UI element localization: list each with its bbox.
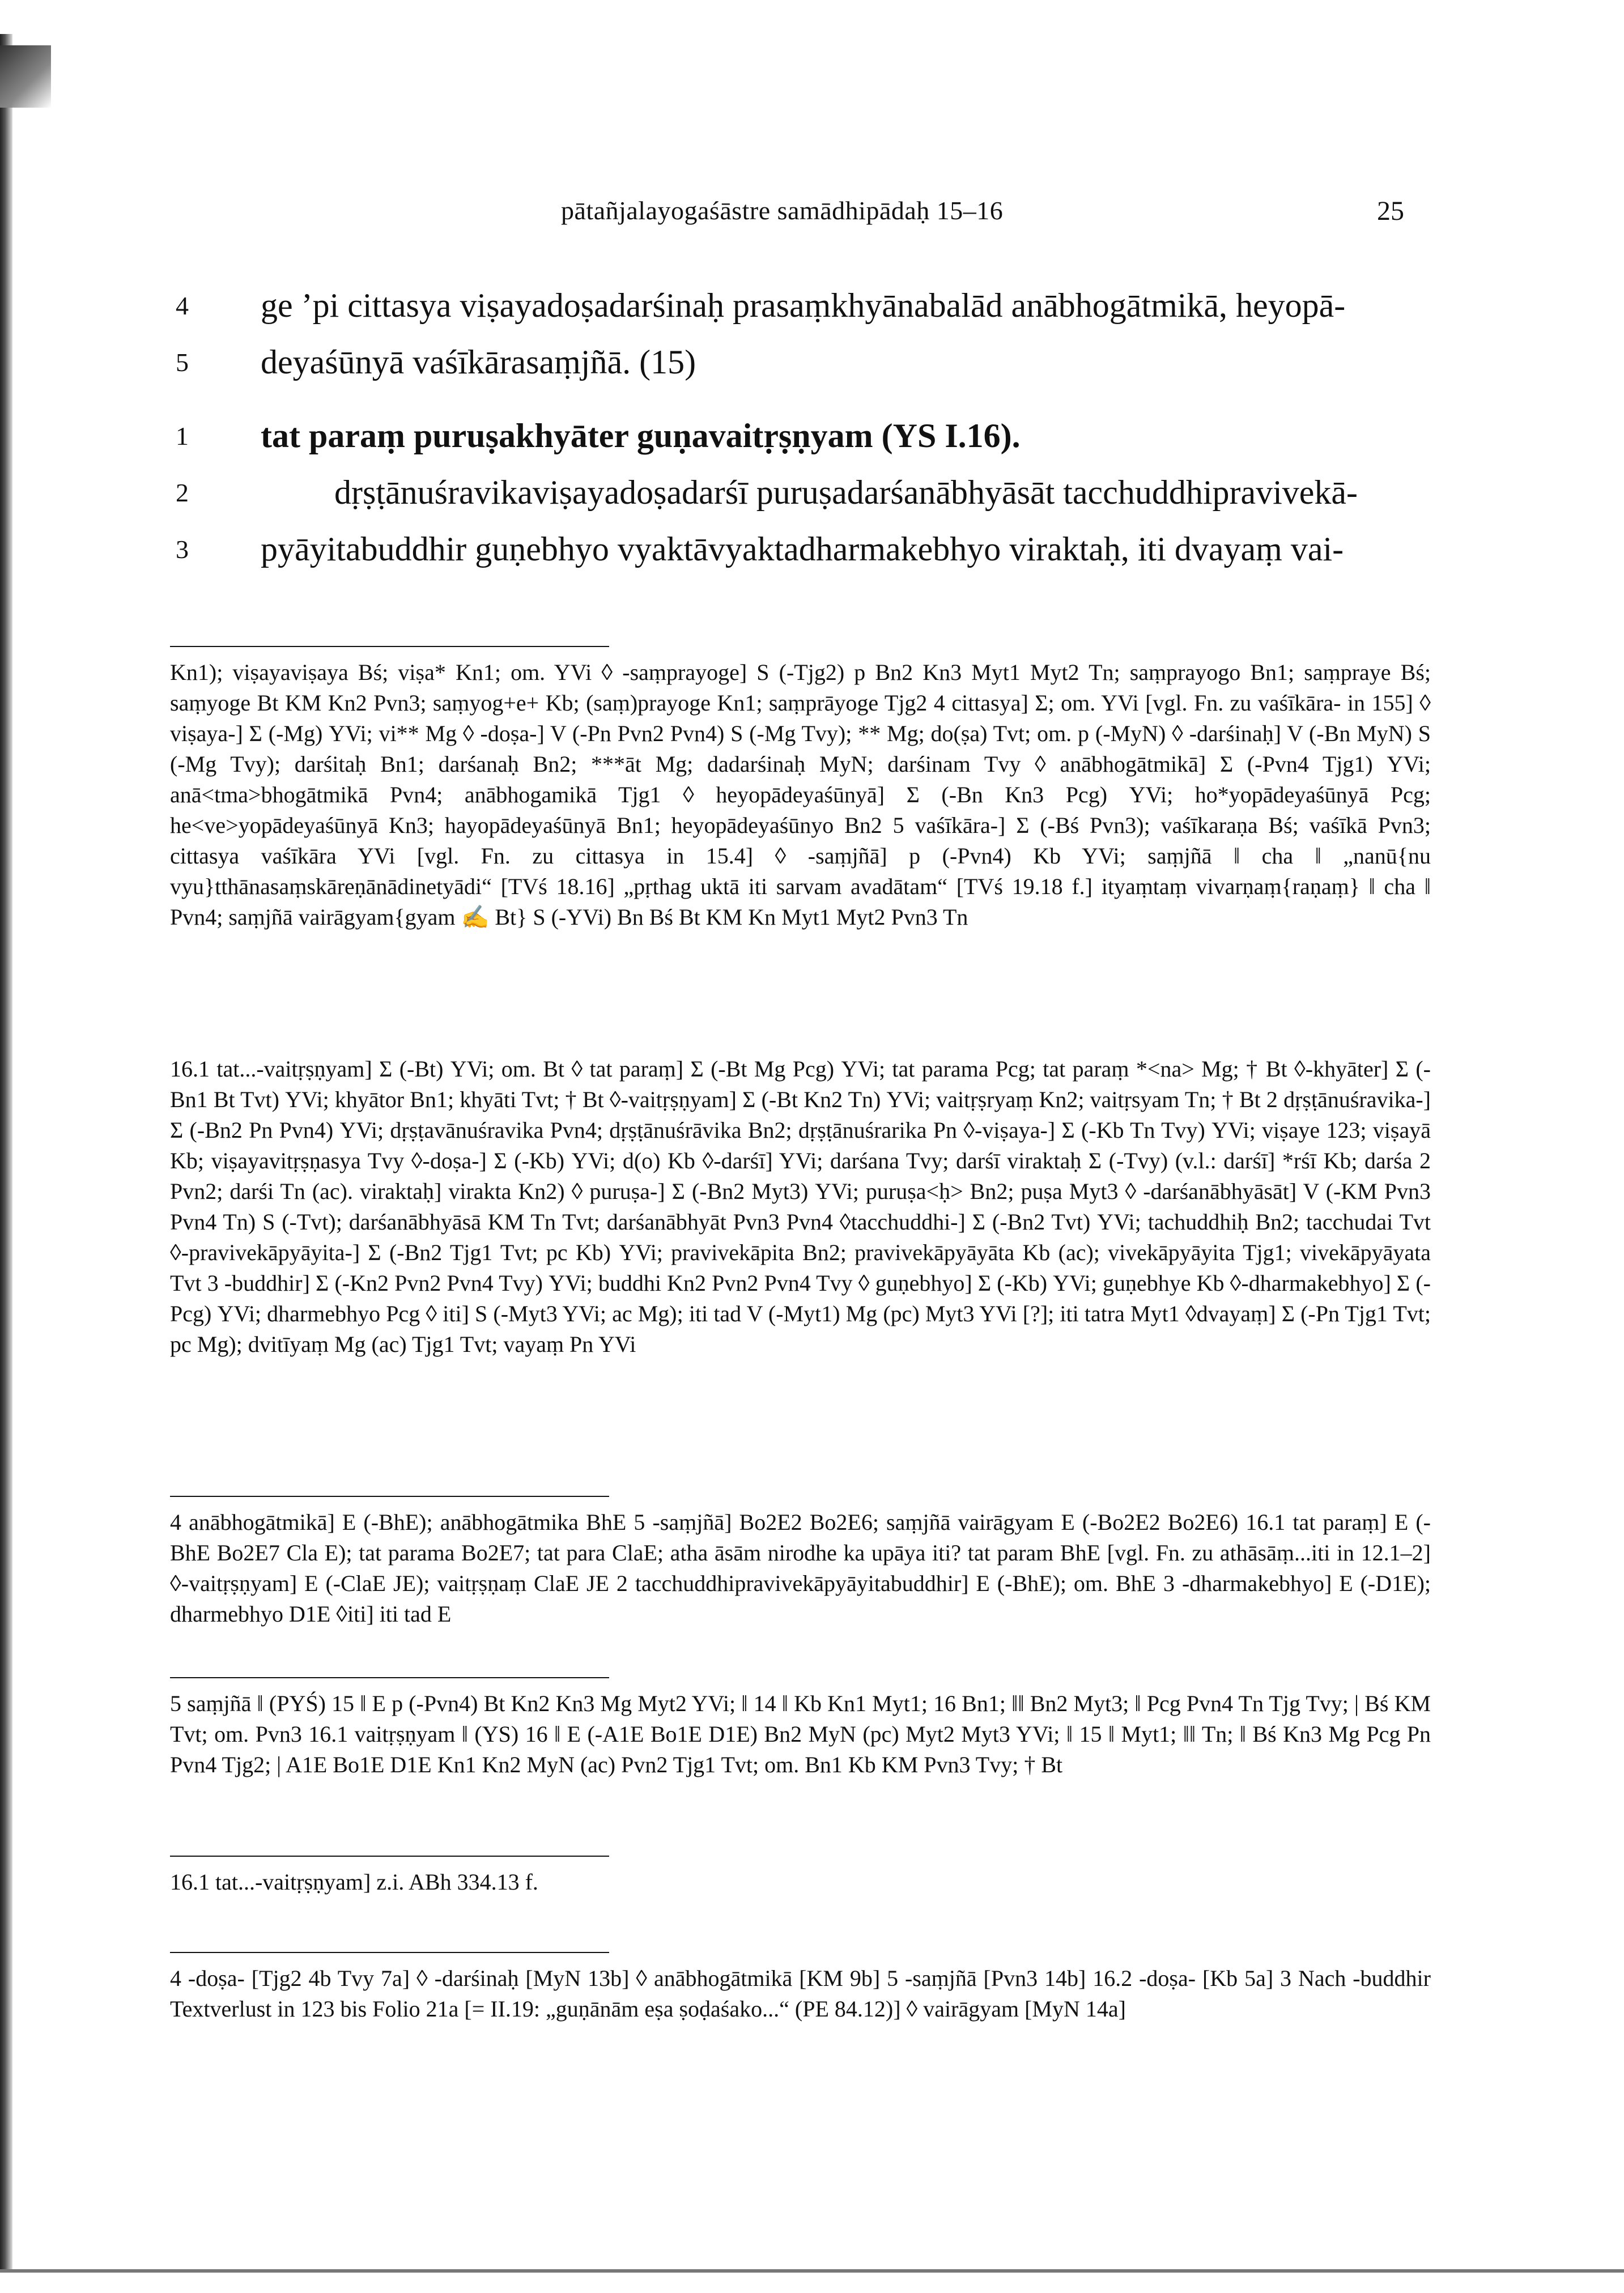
- scan-shadow-corner: [0, 45, 51, 108]
- main-text-line: [176, 343, 1451, 394]
- line-number: 3: [176, 535, 189, 564]
- apparatus-rule: [170, 1496, 609, 1497]
- apparatus-block-editions: [170, 1507, 1431, 1630]
- apparatus-text: Kn1); viṣayaviṣaya Bś; viṣa* Kn1; om. YVi ◊ -saṃprayoge] S (-Tjg2) p Bn2 Kn3 Myt1 Myt2 Tn; saṃprayogo Bn1; saṃpraye Bś; saṃyoge Bt KM Kn2 Pvn3; saṃyog+e+ Kb; (saṃ)prayoge Kn1; saṃprāyoge Tjg2 4 cittasya] Σ; om. YVi [vgl. Fn. zu vaśīkāra- in 155] ◊ viṣaya-] Σ (-Mg) YVi; vi** Mg ◊ -doṣa-] V (-Pn Pvn2 Pvn4) S (-Mg Tvy); ** Mg; do(ṣa) Tvt; om. p (-MyN) ◊ -darśinaḥ] V (-Bn MyN) S (-Mg Tvy); darśitaḥ Bn1; darśanaḥ Bn2; ***āt Mg; dadarśinaḥ MyN; darśinam Tvy ◊ anābhogātmikā] Σ (-Pvn4 Tjg1) YVi; anā<tma>bhogātmikā Pvn4; anābhogamikā Tjg1 ◊ heyopādeyaśūnyā] Σ (-Bn Kn3 Pcg) YVi; ho*yopādeyaśūnyā Pcg; he<ve>yopādeyaśūnyā Kn3; hayopādeyaśūnyā Bn1; heyopādeyaśūnyo Bn2 5 vaśīkāra-] Σ (-Bś Pvn3); vaśīkaraṇa Bś; vaśīkā Pvn3; cittasya vaśīkāra YVi [vgl. Fn. zu cittasya in 15.4] ◊ -saṃjñā] p (-Pvn4) Kb YVi; saṃjñā ‖ cha ‖ „nanū{nu vyu}tthānasaṃskāreṇānādinetyādi“ [TVś 18.16] „pṛthag uktā iti sarvam avadātam“ [TVś 19.18 f.] ityaṃtaṃ vivarṇaṃ{raṇaṃ} ‖ cha ‖ Pvn4; saṃjñā vairāgyam{gyam ✍ Bt} S (-YVi) Bn Bś Bt KM Kn Myt1 Myt2 Pvn3 Tn: [170, 660, 1431, 930]
- line-number: 5: [176, 348, 189, 377]
- apparatus-block-variants: [170, 657, 1431, 933]
- running-head: [0, 195, 1624, 235]
- line-text: pyāyitabuddhir guṇebhyo vyaktāvyaktadharmakebhyo viraktaḥ, iti dvayaṃ vai-: [261, 530, 1344, 568]
- apparatus-text: 4 -doṣa- [Tjg2 4b Tvy 7a] ◊ -darśinaḥ [MyN 13b] ◊ anābhogātmikā [KM 9b] 5 -saṃjñā [Pvn3 14b] 16.2 -doṣa- [Kb 5a] 3 Nach -buddhir Textverlust in 123 bis Folio 21a [= II.19: „guṇānām eṣa ṣoḍaśako...“ (PE 84.12)] ◊ vairāgyam [MyN 14a]: [170, 1966, 1431, 2022]
- scan-shadow-edge: [0, 34, 12, 2272]
- line-text: deyaśūnyā vaśīkārasaṃjñā. (15): [261, 343, 696, 381]
- line-number: 1: [176, 422, 189, 450]
- line-number: 2: [176, 478, 189, 507]
- main-text-line: [176, 416, 1451, 467]
- line-text: tat paraṃ puruṣakhyāter guṇavaitṛṣṇyam (YS I.16).: [261, 417, 1021, 454]
- apparatus-text: 5 saṃjñā ‖ (PYŚ) 15 ‖ E p (-Pvn4) Bt Kn2 Kn3 Mg Myt2 YVi; ‖ 14 ‖ Kb Kn1 Myt1; 16 Bn1; ‖‖ Bn2 Myt3; ‖ Pcg Pvn4 Tn Tjg Tvy; | Bś KM Tvt; om. Pvn3 16.1 vaitṛṣṇyam ‖ (YS) 16 ‖ E (-A1E Bo1E D1E) Bn2 MyN (pc) Myt2 Myt3 YVi; ‖ 15 ‖ Myt1; ‖‖ Tn; ‖ Bś Kn3 Mg Pcg Pn Pvn4 Tjg2; | A1E Bo1E D1E Kn1 Kn2 MyN (ac) Pvn2 Tjg1 Tvt; om. Bn1 Kb KM Pvn3 Tvy; † Bt: [170, 1691, 1431, 1777]
- scan-bottom-edge: [0, 2269, 1624, 2273]
- apparatus-text: 16.1 tat...-vaitṛṣṇyam] z.i. ABh 334.13 f.: [170, 1869, 538, 1895]
- main-text-line: [176, 286, 1451, 337]
- apparatus-rule: [170, 1856, 609, 1857]
- apparatus-block-variants-16: [170, 1054, 1431, 1360]
- apparatus-text: 16.1 tat...-vaitṛṣṇyam] Σ (-Bt) YVi; om. Bt ◊ tat paraṃ] Σ (-Bt Mg Pcg) YVi; tat parama Pcg; tat paraṃ *<na> Mg; † Bt ◊-khyāter] Σ (-Bn1 Bt Tvt) YVi; khyātor Bn1; khyāti Tvt; † Bt ◊-vaitṛṣṇyam] Σ (-Bt Kn2 Tn) YVi; vaitṛṣryaṃ Kn2; vaitṛsyam Tn; † Bt 2 dṛṣṭānuśravika-] Σ (-Bn2 Pn Pvn4) YVi; dṛṣṭavānuśravika Pvn4; dṛṣṭānuśrāvika Bn2; dṛṣṭānuśrarika Pn ◊-viṣaya-] Σ (-Kb Tn Tvy) YVi; viṣaye 123; viṣayā Kb; viṣayavitṛṣṇasya Tvy ◊-doṣa-] Σ (-Kb) YVi; d(o) Kb ◊-darśī] YVi; darśana Tvy; darśī viraktaḥ Σ (-Tvy) (v.l.: darśī] *rśī Kb; darśa 2 Pvn2; darśi Tn (ac). viraktaḥ] virakta Kn2) ◊ puruṣa-] Σ (-Bn2 Myt3) YVi; puruṣa<ḥ> Bn2; puṣa Myt3 ◊ -darśanābhyāsāt] V (-KM Pvn3 Pvn4 Tn) S (-Tvt); darśanābhyāsā KM Tn Tvt; darśanābhyāt Pvn3 Pvn4 ◊tacchuddhi-] Σ (-Bn2 Tvt) YVi; tachuddhiḥ Bn2; tacchudai Tvt ◊-pravivekāpyāyita-] Σ (-Bn2 Tjg1 Tvt; pc Kb) YVi; pravivekāpita Bn2; pravivekāpyāyāta Kb (ac); vivekāpyāyita Tjg1; vivekāpyāyata Tvt 3 -buddhir] Σ (-Kn2 Pvn2 Pvn4 Tvy) YVi; buddhi Kn2 Pvn2 Pvn4 Tvy ◊ guṇebhyo] Σ (-Kb) YVi; guṇebhye Kb ◊-dharmakebhyo] Σ (-Pcg) YVi; dharmebhyo Pcg ◊ iti] S (-Myt3 YVi; ac Mg); iti tad V (-Myt1) Mg (pc) Myt3 YVi [?]; iti tatra Myt1 ◊dvayaṃ] Σ (-Pn Tjg1 Tvt; pc Mg); dvitīyaṃ Mg (ac) Tjg1 Tvt; vayaṃ Pn YVi: [170, 1056, 1431, 1357]
- line-text: ge ’pi cittasya viṣayadoṣadarśinaḥ prasaṃkhyānabalād anābhogātmikā, heyopā-: [261, 287, 1346, 324]
- apparatus-rule: [170, 1952, 609, 1953]
- line-text: dṛṣṭānuśravikaviṣayadoṣadarśī puruṣadarśanābhyāsāt tacchuddhipravivekā-: [334, 474, 1358, 511]
- page-number: 25: [1377, 196, 1404, 226]
- apparatus-block-numbering: [170, 1688, 1431, 1780]
- apparatus-block-folios: [170, 1963, 1431, 2024]
- line-number: 4: [176, 291, 189, 320]
- apparatus-rule: [170, 1677, 609, 1678]
- apparatus-rule: [170, 646, 609, 647]
- apparatus-block-testimonia: [170, 1867, 1431, 1898]
- running-title: pātañjalayogaśāstre samādhipādaḥ 15–16: [561, 196, 1004, 225]
- main-text-line: [176, 473, 1451, 524]
- main-text-line: [176, 530, 1451, 581]
- apparatus-text: 4 anābhogātmikā] E (-BhE); anābhogātmika BhE 5 -saṃjñā] Bo2E2 Bo2E6; saṃjñā vairāgyam E (-Bo2E2 Bo2E6) 16.1 tat paraṃ] E (-BhE Bo2E7 Cla E); tat parama Bo2E7; tat para ClaE; atha āsām nirodhe ka upāya iti? tat param BhE [vgl. Fn. zu athāsāṃ...iti in 12.1–2] ◊-vaitṛṣṇyam] E (-ClaE JE); vaitṛṣṇaṃ ClaE JE 2 tacchuddhipravivekāpyāyitabuddhir] E (-BhE); om. BhE 3 -dharmakebhyo] E (-D1E); dharmebhyo D1E ◊iti] iti tad E: [170, 1509, 1431, 1627]
